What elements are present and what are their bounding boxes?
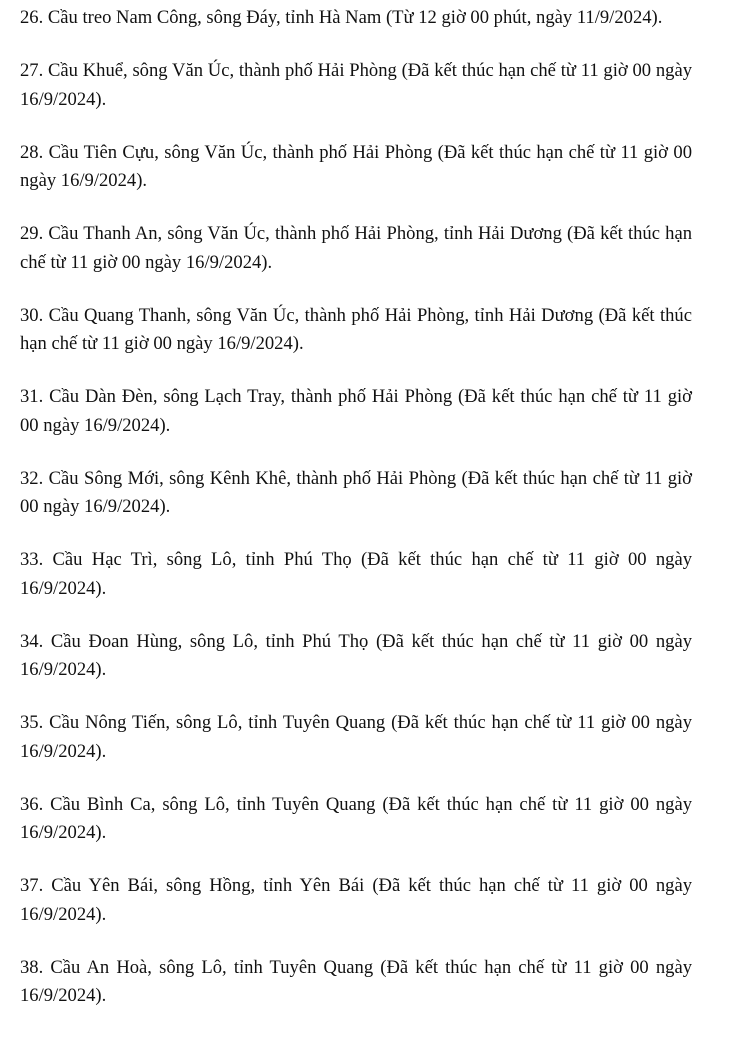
list-item-37: 37. Cầu Yên Bái, sông Hồng, tỉnh Yên Bái (Đã kết thúc hạn chế từ 11 giờ 00 ngày 16/9/2024). bbox=[20, 875, 692, 925]
list-item-28: 28. Cầu Tiên Cựu, sông Văn Úc, thành phố Hải Phòng (Đã kết thúc hạn chế từ 11 giờ 00 ngày 16/9/2024). bbox=[20, 141, 692, 191]
list-item-31: 31. Cầu Dàn Đèn, sông Lạch Tray, thành phố Hải Phòng (Đã kết thúc hạn chế từ 11 giờ 00 ngày 16/9/2024). bbox=[20, 386, 692, 436]
list-item-34: 34. Cầu Đoan Hùng, sông Lô, tỉnh Phú Thọ (Đã kết thúc hạn chế từ 11 giờ 00 ngày 16/9/2024). bbox=[20, 630, 692, 680]
list-item-38: 38. Cầu An Hoà, sông Lô, tỉnh Tuyên Quang (Đã kết thúc hạn chế từ 11 giờ 00 ngày 16/9/2024). bbox=[20, 956, 692, 1006]
list-item-29: 29. Cầu Thanh An, sông Văn Úc, thành phố Hải Phòng, tỉnh Hải Dương (Đã kết thúc hạn chế từ 11 giờ 00 ngày 16/9/2024). bbox=[20, 223, 692, 273]
list-item-36: 36. Cầu Bình Ca, sông Lô, tỉnh Tuyên Quang (Đã kết thúc hạn chế từ 11 giờ 00 ngày 16/9/2024). bbox=[20, 793, 692, 843]
list-item-30: 30. Cầu Quang Thanh, sông Văn Úc, thành phố Hải Phòng, tỉnh Hải Dương (Đã kết thúc hạn chế từ 11 giờ 00 ngày 16/9/2024). bbox=[20, 304, 692, 354]
list-item-27: 27. Cầu Khuể, sông Văn Úc, thành phố Hải Phòng (Đã kết thúc hạn chế từ 11 giờ 00 ngày 16/9/2024). bbox=[20, 60, 692, 110]
list-item-26: 26. Cầu treo Nam Công, sông Đáy, tỉnh Hà Nam (Từ 12 giờ 00 phút, ngày 11/9/2024). bbox=[20, 7, 663, 28]
list-item-32: 32. Cầu Sông Mới, sông Kênh Khê, thành phố Hải Phòng (Đã kết thúc hạn chế từ 11 giờ 00 ngày 16/9/2024). bbox=[20, 467, 692, 517]
list-item-35: 35. Cầu Nông Tiến, sông Lô, tỉnh Tuyên Quang (Đã kết thúc hạn chế từ 11 giờ 00 ngày 16/9/2024). bbox=[20, 712, 692, 762]
list-item-33: 33. Cầu Hạc Trì, sông Lô, tỉnh Phú Thọ (Đã kết thúc hạn chế từ 11 giờ 00 ngày 16/9/2024). bbox=[20, 549, 692, 599]
